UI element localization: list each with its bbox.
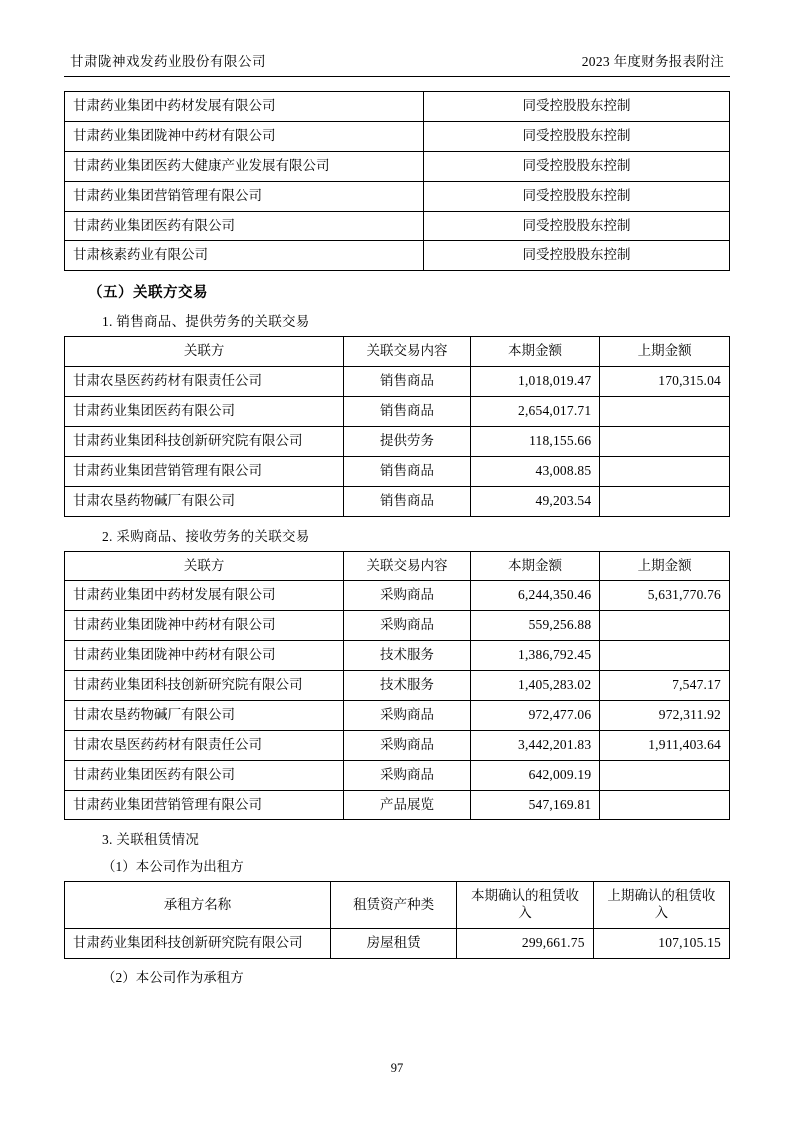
related-parties-table bbox=[64, 91, 730, 271]
sales-content: 销售商品 bbox=[344, 486, 470, 516]
subsection-title-lessor: （1）本公司作为出租方 bbox=[102, 859, 244, 875]
table-row bbox=[65, 929, 730, 959]
purchase-party: 甘肃药业集团营销管理有限公司 bbox=[65, 790, 344, 820]
related-party-name: 甘肃药业集团医药有限公司 bbox=[65, 211, 424, 241]
sales-party: 甘肃农垦药物碱厂有限公司 bbox=[65, 486, 344, 516]
column-header-prior: 上期金额 bbox=[600, 551, 730, 581]
related-party-relation: 同受控股股东控制 bbox=[424, 211, 730, 241]
lease-table-wrap bbox=[64, 881, 730, 959]
sales-party: 甘肃药业集团科技创新研究院有限公司 bbox=[65, 426, 344, 456]
sales-party: 甘肃药业集团营销管理有限公司 bbox=[65, 456, 344, 486]
column-header-content: 关联交易内容 bbox=[344, 337, 470, 367]
table-row bbox=[65, 456, 730, 486]
table-row bbox=[65, 581, 730, 611]
sales-current-amount: 43,008.85 bbox=[470, 456, 600, 486]
related-party-relation: 同受控股股东控制 bbox=[424, 241, 730, 271]
sales-content: 销售商品 bbox=[344, 367, 470, 397]
table-row bbox=[65, 611, 730, 641]
purchase-prior-amount: 1,911,403.64 bbox=[600, 730, 730, 760]
related-party-relation: 同受控股股东控制 bbox=[424, 151, 730, 181]
purchase-prior-amount: 5,631,770.76 bbox=[600, 581, 730, 611]
related-party-name: 甘肃药业集团中药材发展有限公司 bbox=[65, 92, 424, 122]
sales-related-transactions-table bbox=[64, 336, 730, 516]
sales-content: 提供劳务 bbox=[344, 426, 470, 456]
purchase-prior-amount: 7,547.17 bbox=[600, 671, 730, 701]
sales-prior-amount: 170,315.04 bbox=[600, 367, 730, 397]
table-row bbox=[65, 92, 730, 122]
table-row bbox=[65, 760, 730, 790]
sales-current-amount: 2,654,017.71 bbox=[470, 397, 600, 427]
purchase-content: 采购商品 bbox=[344, 581, 470, 611]
subsection-title-lessee: （2）本公司作为承租方 bbox=[102, 970, 244, 985]
purchase-current-amount: 559,256.88 bbox=[470, 611, 600, 641]
related-party-relation: 同受控股股东控制 bbox=[424, 92, 730, 122]
table-row bbox=[65, 151, 730, 181]
purchase-content: 技术服务 bbox=[344, 671, 470, 701]
table-row bbox=[65, 790, 730, 820]
lease-prior-income: 107,105.15 bbox=[593, 929, 729, 959]
header-company-name: 甘肃陇神戏发药业股份有限公司 bbox=[70, 54, 266, 69]
lease-lessee: 甘肃药业集团科技创新研究院有限公司 bbox=[65, 929, 331, 959]
table-header-row bbox=[65, 551, 730, 581]
section-title: （五）关联方交易 bbox=[88, 285, 208, 302]
sales-party: 甘肃药业集团医药有限公司 bbox=[65, 397, 344, 427]
table-row bbox=[65, 397, 730, 427]
page-number: 97 bbox=[390, 1061, 404, 1075]
lease-as-lessor-table bbox=[64, 881, 730, 959]
purchase-table-wrap bbox=[64, 551, 730, 821]
table-row bbox=[65, 181, 730, 211]
purchase-current-amount: 1,386,792.45 bbox=[470, 641, 600, 671]
table-row bbox=[65, 426, 730, 456]
sales-content: 销售商品 bbox=[344, 397, 470, 427]
related-party-name: 甘肃药业集团营销管理有限公司 bbox=[65, 181, 424, 211]
purchase-prior-amount bbox=[600, 611, 730, 641]
purchase-content: 采购商品 bbox=[344, 700, 470, 730]
purchase-content: 采购商品 bbox=[344, 730, 470, 760]
purchase-current-amount: 972,477.06 bbox=[470, 700, 600, 730]
purchase-content: 产品展览 bbox=[344, 790, 470, 820]
table-row bbox=[65, 700, 730, 730]
column-header-content: 关联交易内容 bbox=[344, 551, 470, 581]
purchase-prior-amount bbox=[600, 760, 730, 790]
purchase-related-transactions-table bbox=[64, 551, 730, 821]
purchase-party: 甘肃药业集团中药材发展有限公司 bbox=[65, 581, 344, 611]
table-row bbox=[65, 730, 730, 760]
sales-current-amount: 1,018,019.47 bbox=[470, 367, 600, 397]
related-parties-table-wrap bbox=[64, 91, 730, 271]
table-row bbox=[65, 671, 730, 701]
purchase-party: 甘肃农垦医药药材有限责任公司 bbox=[65, 730, 344, 760]
page-header bbox=[64, 50, 730, 77]
column-header-asset-type: 租赁资产种类 bbox=[331, 882, 457, 929]
sales-current-amount: 118,155.66 bbox=[470, 426, 600, 456]
related-party-relation: 同受控股股东控制 bbox=[424, 181, 730, 211]
sales-content: 销售商品 bbox=[344, 456, 470, 486]
sales-party: 甘肃农垦医药药材有限责任公司 bbox=[65, 367, 344, 397]
purchase-content: 采购商品 bbox=[344, 611, 470, 641]
table-row bbox=[65, 486, 730, 516]
sales-current-amount: 49,203.54 bbox=[470, 486, 600, 516]
purchase-current-amount: 6,244,350.46 bbox=[470, 581, 600, 611]
related-party-relation: 同受控股股东控制 bbox=[424, 121, 730, 151]
header-document-title: 2023 年度财务报表附注 bbox=[581, 54, 724, 69]
purchase-current-amount: 642,009.19 bbox=[470, 760, 600, 790]
table-row bbox=[65, 241, 730, 271]
purchase-party: 甘肃药业集团陇神中药材有限公司 bbox=[65, 641, 344, 671]
table-header-row bbox=[65, 882, 730, 929]
purchase-party: 甘肃药业集团陇神中药材有限公司 bbox=[65, 611, 344, 641]
purchase-party: 甘肃药业集团医药有限公司 bbox=[65, 760, 344, 790]
sales-prior-amount bbox=[600, 397, 730, 427]
purchase-prior-amount bbox=[600, 641, 730, 671]
subsection-title-lease: 3. 关联租赁情况 bbox=[102, 832, 200, 848]
related-party-name: 甘肃药业集团医药大健康产业发展有限公司 bbox=[65, 151, 424, 181]
purchase-party: 甘肃药业集团科技创新研究院有限公司 bbox=[65, 671, 344, 701]
table-row bbox=[65, 367, 730, 397]
table-row bbox=[65, 641, 730, 671]
purchase-current-amount: 547,169.81 bbox=[470, 790, 600, 820]
column-header-party: 关联方 bbox=[65, 337, 344, 367]
column-header-party: 关联方 bbox=[65, 551, 344, 581]
table-row bbox=[65, 121, 730, 151]
subsection-title-purchase: 2. 采购商品、接收劳务的关联交易 bbox=[102, 528, 310, 544]
column-header-prior: 上期金额 bbox=[600, 337, 730, 367]
purchase-content: 技术服务 bbox=[344, 641, 470, 671]
lease-asset-type: 房屋租赁 bbox=[331, 929, 457, 959]
related-party-name: 甘肃药业集团陇神中药材有限公司 bbox=[65, 121, 424, 151]
subsection-title-sales: 1. 销售商品、提供劳务的关联交易 bbox=[102, 314, 310, 330]
column-header-prior-lease-income: 上期确认的租赁收入 bbox=[593, 882, 729, 929]
column-header-current: 本期金额 bbox=[470, 551, 600, 581]
sales-prior-amount bbox=[600, 426, 730, 456]
lease-current-income: 299,661.75 bbox=[457, 929, 593, 959]
sales-prior-amount bbox=[600, 486, 730, 516]
column-header-current-lease-income: 本期确认的租赁收入 bbox=[457, 882, 593, 929]
table-header-row bbox=[65, 337, 730, 367]
column-header-lessee: 承租方名称 bbox=[65, 882, 331, 929]
purchase-content: 采购商品 bbox=[344, 760, 470, 790]
purchase-current-amount: 1,405,283.02 bbox=[470, 671, 600, 701]
purchase-party: 甘肃农垦药物碱厂有限公司 bbox=[65, 700, 344, 730]
purchase-prior-amount: 972,311.92 bbox=[600, 700, 730, 730]
purchase-current-amount: 3,442,201.83 bbox=[470, 730, 600, 760]
purchase-prior-amount bbox=[600, 790, 730, 820]
table-row bbox=[65, 211, 730, 241]
sales-table-wrap bbox=[64, 336, 730, 516]
related-party-name: 甘肃核素药业有限公司 bbox=[65, 241, 424, 271]
sales-prior-amount bbox=[600, 456, 730, 486]
column-header-current: 本期金额 bbox=[470, 337, 600, 367]
